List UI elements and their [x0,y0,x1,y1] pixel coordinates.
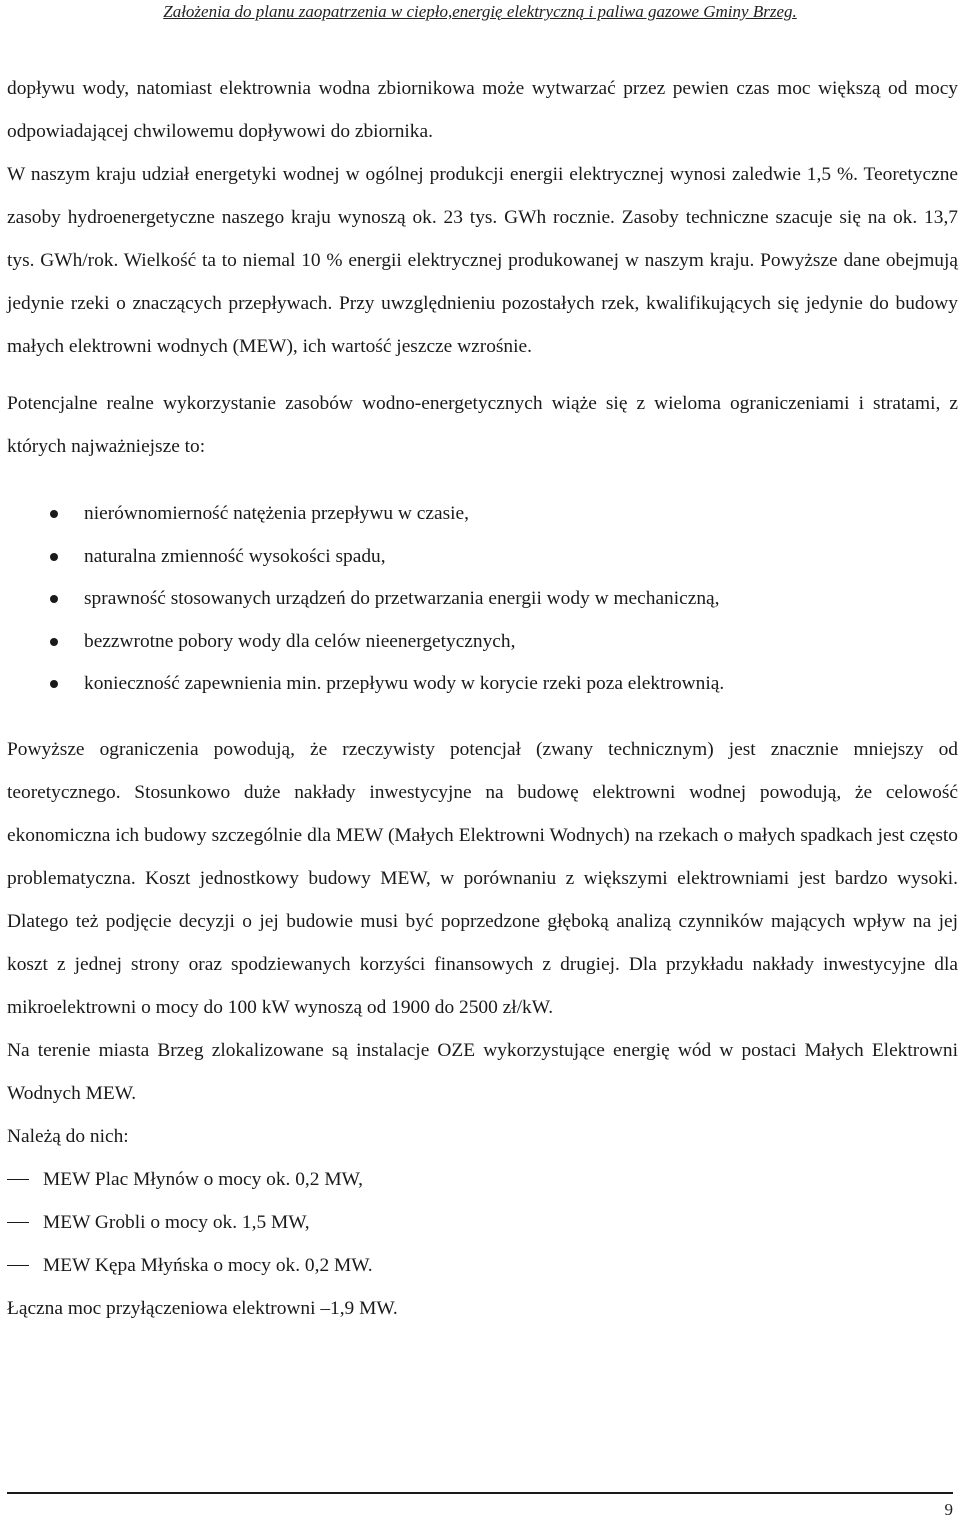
paragraph-list-intro: Należą do nich: [7,1125,129,1147]
bullet-icon [50,595,58,603]
list-item: sprawność stosowanych urządzeń do przetwarzania energii wody w mechaniczną, [7,578,958,621]
list-item: MEW Grobli o mocy ok. 1,5 MW, [7,1201,958,1244]
paragraph-intro: dopływu wody, natomiast elektrownia wodna zbiornikowa może wytwarzać przez pewien czas moc większą od mocy odpowiadającej chwilowemu dopływowi do zbiornika. [7,78,958,142]
bullet-icon [50,680,58,688]
plants-list [7,1158,958,1287]
list-item: MEW Kępa Młyńska o mocy ok. 0,2 MW. [7,1244,958,1287]
dash-icon [7,1265,29,1267]
list-item: bezzwrotne pobory wody dla celów nieenergetycznych, [7,621,958,664]
bullet-icon [50,553,58,561]
document-title: Założenia do planu zaopatrzenia w ciepło,energię elektryczną i paliwa gazowe Gminy Brzeg. [163,2,797,21]
paragraph-economics: Powyższe ograniczenia powodują, że rzeczywisty potencjał (zwany technicznym) jest znacznie mniejszy od teoretycznego. Stosunkowo duże nakłady inwestycyjne na budowę elektrowni wodnej powodują, że celowość ekonomiczna ich budowy szczególnie dla MEW (Małych Elektrowni Wodnych) na rzekach o małych spadkach jest często problematyczna. Koszt jednostkowy budowy MEW, w porównaniu z większymi elektrowniami jest bardzo wysoki. Dlatego też podjęcie decyzji o jej budowie musi być poprzedzone głęboką analizą czynników mających wpływ na jej koszt z jednej strony oraz spodziewanych korzyści finansowych z drugiej. Dla przykładu nakłady inwestycyjne dla mikroelektrowni o mocy do 100 kW wynoszą od 1900 do 2500 zł/kW. [7,738,958,1018]
page-number: 9 [944,1500,953,1519]
bullet-icon [50,638,58,646]
paragraph-limitations-intro: Potencjalne realne wykorzystanie zasobów wodno-energetycznych wiąże się z wieloma ograniczeniami i stratami, z których najważniejsze to: [7,393,958,457]
paragraph-hydro-share: W naszym kraju udział energetyki wodnej w ogólnej produkcji energii elektrycznej wynosi zaledwie 1,5 %. Teoretyczne zasoby hydroenergetyczne naszego kraju wynoszą ok. 23 tys. GWh rocznie. Zasoby techniczne szacuje się na ok. 13,7 tys. GWh/rok. Wielkość ta to niemal 10 % energii elektrycznej produkowanej w naszym kraju. Powyższe dane obejmują jedynie rzeki o znaczących przepływach. Przy uwzględnieniu pozostałych rzek, kwalifikujących się jedynie do budowy małych elektrowni wodnych (MEW), ich wartość jeszcze wzrośnie. [7,164,958,357]
bullet-icon [50,510,58,518]
paragraph-total-capacity: Łączna moc przyłączeniowa elektrowni –1,9 MW. [7,1297,398,1319]
paragraph-brzeg-installations: Na terenie miasta Brzeg zlokalizowane są instalacje OZE wykorzystujące energię wód w postaci Małych Elektrowni Wodnych MEW. [7,1039,958,1104]
limitations-list [7,493,958,706]
dash-icon [7,1222,29,1224]
dash-icon [7,1179,29,1181]
list-item: naturalna zmienność wysokości spadu, [7,536,958,579]
document-body [7,67,958,1330]
page-header [0,0,960,30]
list-item: konieczność zapewnienia min. przepływu wody w korycie rzeki poza elektrownią. [7,663,958,706]
list-item: nierównomierność natężenia przepływu w czasie, [7,493,958,536]
list-item: MEW Plac Młynów o mocy ok. 0,2 MW, [7,1158,958,1201]
footer-divider [7,1492,953,1494]
